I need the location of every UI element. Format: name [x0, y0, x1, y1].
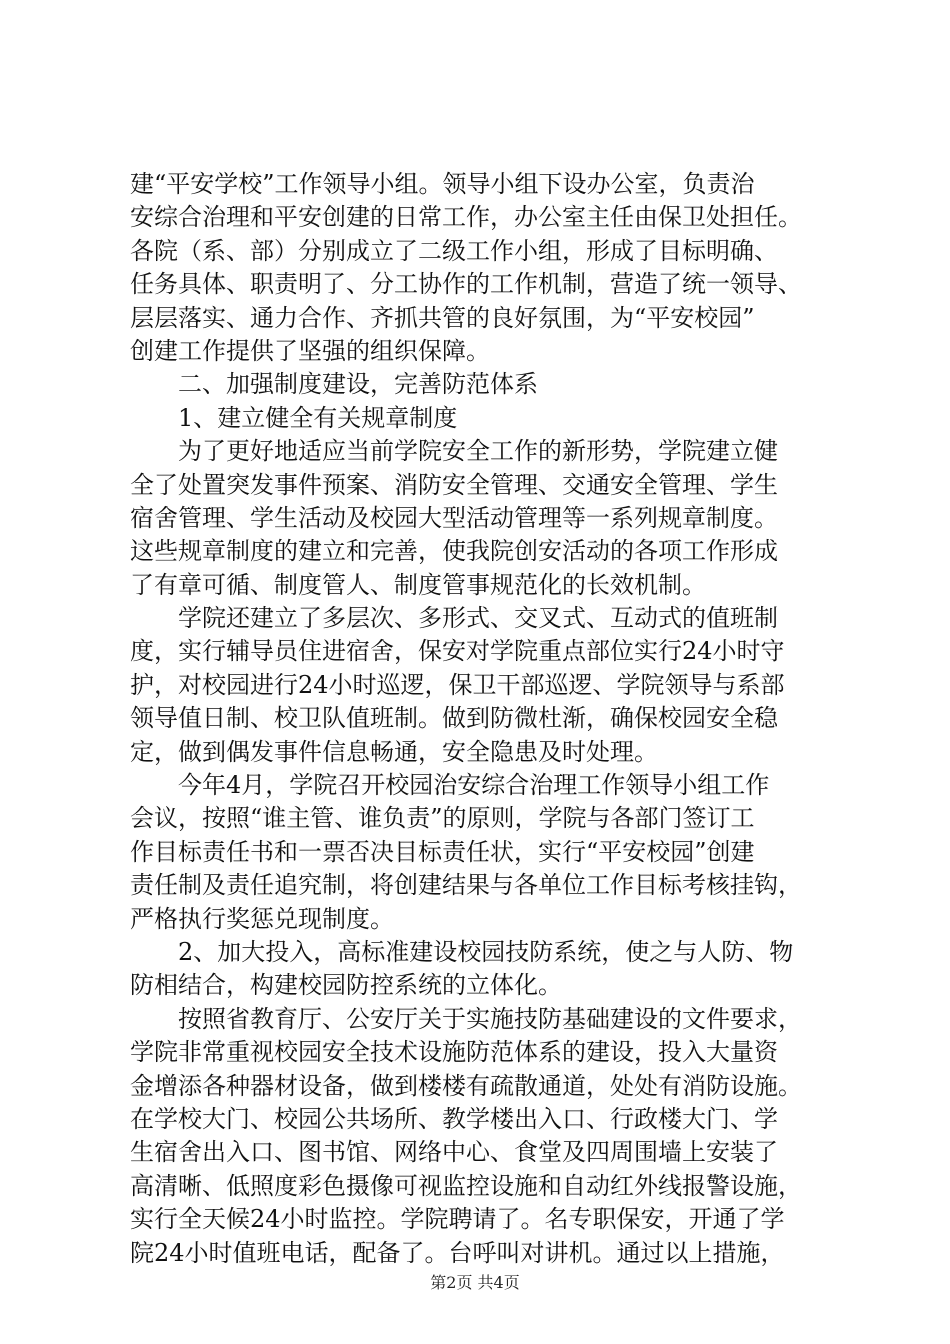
text-line: 各院（系、部）分别成立了二级工作小组，形成了目标明确、	[130, 236, 778, 265]
text-line: 安综合治理和平安创建的日常工作，办公室主任由保卫处担任。	[130, 203, 802, 232]
text-line: 全了处置突发事件预案、消防安全管理、交通安全管理、学生	[130, 470, 778, 499]
text-line: 按照省教育厅、公安厅关于实施技防基础建设的文件要求，	[130, 1004, 802, 1033]
text-line: 2、加大投入，高标准建设校园技防系统，使之与人防、物	[130, 937, 794, 966]
text-line: 学院还建立了多层次、多形式、交叉式、互动式的值班制	[130, 604, 778, 633]
text-line: 会议，按照“谁主管、谁负责”的原则，学院与各部门签订工	[130, 804, 755, 833]
text-line: 1、建立健全有关规章制度	[130, 403, 458, 432]
text-line: 严格执行奖惩兑现制度。	[130, 904, 394, 933]
text-line: 宿舍管理、学生活动及校园大型活动管理等一系列规章制度。	[130, 503, 778, 532]
text-line: 高清晰、低照度彩色摄像可视监控设施和自动红外线报警设施，	[130, 1171, 802, 1200]
text-line: 实行全天候24小时监控。学院聘请了。名专职保安，开通了学	[130, 1205, 785, 1234]
text-line: 创建工作提供了坚强的组织保障。	[130, 336, 490, 365]
text-line: 学院非常重视校园安全技术设施防范体系的建设，投入大量资	[130, 1038, 778, 1067]
text-line: 防相结合，构建校园防控系统的立体化。	[130, 971, 562, 1000]
page-footer: 第2页 共4页	[430, 1273, 520, 1292]
text-line: 任务具体、职责明了、分工协作的工作机制，营造了统一领导、	[130, 270, 802, 299]
text-line: 这些规章制度的建立和完善，使我院创安活动的各项工作形成	[130, 537, 778, 566]
text-line: 院24小时值班电话，配备了。台呼叫对讲机。通过以上措施，	[130, 1238, 785, 1267]
text-line: 金增添各种器材设备，做到楼楼有疏散通道，处处有消防设施。	[130, 1071, 802, 1100]
text-line: 二、加强制度建设，完善防范体系	[130, 370, 538, 399]
body-text	[130, 168, 850, 1270]
text-line: 为了更好地适应当前学院安全工作的新形势，学院建立健	[130, 437, 778, 466]
text-line: 作目标责任书和一票否决目标责任状，实行“平安校园”创建	[130, 837, 755, 866]
text-line: 建“平安学校”工作领导小组。领导小组下设办公室，负责治	[130, 170, 755, 198]
text-line: 今年4月，学院召开校园治安综合治理工作领导小组工作	[130, 771, 770, 800]
text-line: 度，实行辅导员住进宿舍，保安对学院重点部位实行24小时守	[130, 637, 785, 666]
text-line: 领导值日制、校卫队值班制。做到防微杜渐，确保校园安全稳	[130, 704, 778, 733]
text-line: 了有章可循、制度管人、制度管事规范化的长效机制。	[130, 570, 706, 599]
text-line: 层层落实、通力合作、齐抓共管的良好氛围，为“平安校园”	[130, 303, 755, 332]
text-line: 生宿舍出入口、图书馆、网络中心、食堂及四周围墙上安装了	[130, 1138, 778, 1167]
text-line: 护，对校园进行24小时巡逻，保卫干部巡逻、学院领导与系部	[130, 670, 785, 699]
text-line: 定，做到偶发事件信息畅通，安全隐患及时处理。	[130, 737, 658, 766]
text-line: 责任制及责任追究制，将创建结果与各单位工作目标考核挂钩，	[130, 871, 802, 900]
text-line: 在学校大门、校园公共场所、教学楼出入口、行政楼大门、学	[130, 1104, 778, 1133]
